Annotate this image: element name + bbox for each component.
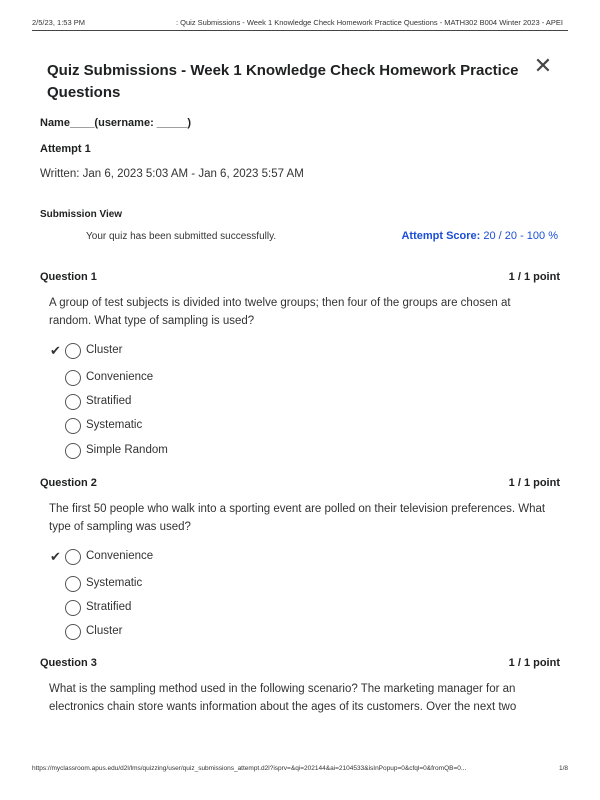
question-points: 1 / 1 point [508,271,560,283]
checkmark-icon: ✔ [50,549,61,564]
question-number: Question 1 [40,271,97,283]
answer-option-label: Convenience [86,371,154,383]
question-heading [40,477,560,491]
question-points: 1 / 1 point [508,657,560,669]
answer-option-label: Cluster [86,344,123,356]
radio-empty-icon [65,394,81,410]
attempt-score-label: Attempt Score: [401,230,481,242]
print-header [32,16,568,31]
question-number: Question 2 [40,477,97,489]
answer-option-label: Stratified [86,601,132,613]
radio-empty-icon [65,443,81,459]
answer-option-label: Cluster [86,625,123,637]
attempt-label: Attempt 1 [40,143,91,155]
question-text: A group of test subjects is divided into twelve groups; then four of the groups are chosen at random. What type of sampling is used? [49,297,511,327]
radio-empty-icon [65,576,81,592]
question-text: What is the sampling method used in the following scenario? The marketing manager for an electronics chain store wants information about the ages of its customers. Over the next two [49,683,517,713]
page-number: 1/8 [558,765,568,772]
radio-empty-icon [65,549,81,565]
answer-option-label: Stratified [86,395,132,407]
written-time: Written: Jan 6, 2023 5:03 AM - Jan 6, 2023 5:57 AM [40,168,304,180]
question-number: Question 3 [40,657,97,669]
radio-empty-icon [65,624,81,640]
submission-view-heading: Submission View [40,209,123,220]
page-title: Quiz Submissions - Week 1 Knowledge Check Homework Practice Questions [47,62,519,101]
answer-option-label: Systematic [86,577,143,589]
page-url: https://myclassroom.apus.edu/d2l/lms/quizzing/user/quiz_submissions_attempt.d2l?isprv=&qi=202144&ai=2104533&isInPopup=0&cfql=0&fromQB=0... [32,765,467,772]
radio-empty-icon [65,343,81,359]
question-heading [40,271,560,285]
print-datetime: 2/5/23, 1:53 PM [32,18,85,27]
question-points: 1 / 1 point [508,477,560,489]
checkmark-icon: ✔ [50,343,61,358]
close-icon[interactable]: ✕ [533,53,553,78]
question-heading [40,657,560,671]
print-doc-title: : Quiz Submissions - Week 1 Knowledge Check Homework Practice Questions - MATH302 B004 Winter 2023 - APEI [176,18,563,27]
attempt-score-value: 20 / 20 - 100 % [483,230,558,242]
radio-empty-icon [65,418,81,434]
answer-option-label: Simple Random [86,444,168,456]
attempt-score [401,230,558,242]
question-text: The first 50 people who walk into a sporting event are polled on their television preferences. What type of sampling was used? [49,503,546,533]
submitted-message: Your quiz has been submitted successfully. [86,231,277,242]
name-line: Name____(username: _____) [40,117,192,129]
answer-option-label: Convenience [86,550,154,562]
answer-option-label: Systematic [86,419,143,431]
radio-empty-icon [65,370,81,386]
radio-empty-icon [65,600,81,616]
